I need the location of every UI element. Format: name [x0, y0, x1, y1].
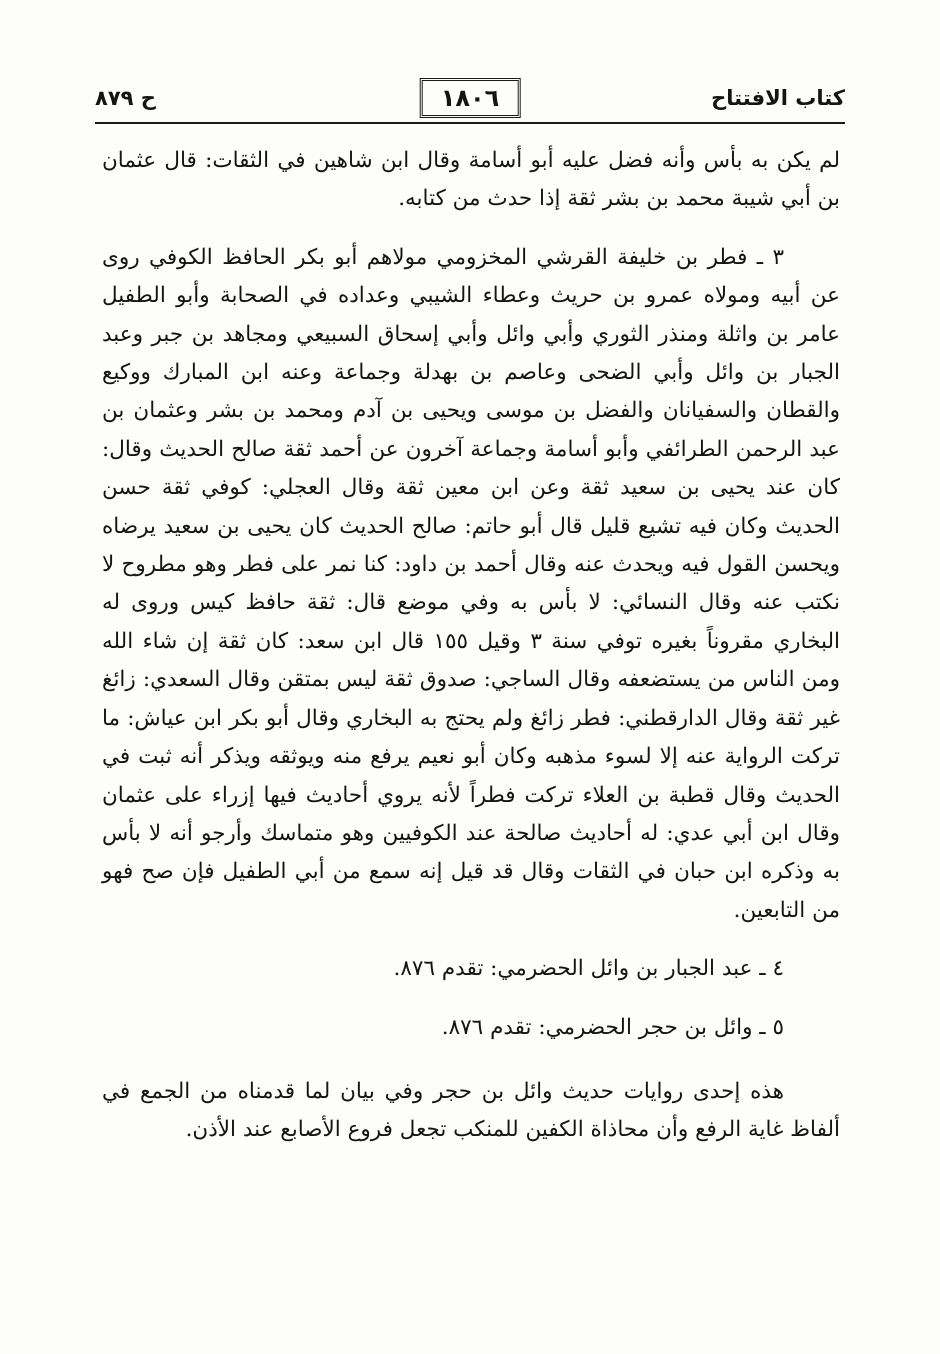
page-reference: ح ٨٧٩ — [95, 86, 156, 110]
book-title: كتاب الافتتاح — [711, 86, 845, 110]
narrator-entry-4: ٤ ـ عبد الجبار بن وائل الحضرمي: تقدم ٨٧٦. — [393, 956, 784, 982]
paragraph-continuation: لم يكن به بأس وأنه فضل عليه أبو أسامة وقال ابن شاهين في الثقات: قال عثمان بن أبي شيبة محمد بن بشر ثقة إذا حدث من كتابه. — [102, 148, 840, 212]
page-header — [95, 78, 845, 122]
hadith-number-box: ١٨٠٦ — [420, 78, 521, 118]
narrator-entry-5: ٥ ـ وائل بن حجر الحضرمي: تقدم ٨٧٦. — [441, 1014, 784, 1040]
header-divider — [95, 122, 845, 124]
page-body — [102, 142, 840, 1150]
narrator-entry-3: ٣ ـ فطر بن خليفة القرشي المخزومي مولاهم أبو بكر الحافظ الكوفي روى عن أبيه ومولاه عمرو بن حريث وعطاء الشيبي وعداده في الصحابة وأبو الطفيل عامر بن واثلة ومنذر الثوري وأبي وائل وأبي إسحاق السبيعي ومجاهد بن جبر وعبد الجبار بن وائل وأبي الضحى وعاصم بن بهدلة وجماعة وعنه ابن المبارك ووكيع والقطان والسفيانان والفضل بن موسى ويحيى بن آدم ومحمد بن بشر وعثمان بن عبد الرحمن الطرائفي وأبو أسامة وجماعة آخرون عن أحمد ثقة صالح الحديث وقال: كان عند يحيى بن سعيد ثقة وعن ابن معين ثقة وقال العجلي: كوفي ثقة حسن الحديث وكان فيه تشيع قليل قال أبو حاتم: صالح الحديث كان يحيى بن سعيد يرضاه ويحسن القول فيه ويحدث عنه وقال أحمد بن داود: كنا نمر على فطر وهو مطروح لا نكتب عنه وقال النسائي: لا بأس به وفي موضع قال: ثقة حافظ كيس وروى له البخاري مقروناً بغيره توفي سنة ٣ وقيل ١٥٥ قال ابن سعد: كان ثقة إن شاء الله ومن الناس من يستضعفه وقال الساجي: صدوق ثقة ليس بمتقن وقال السعدي: زائغ غير ثقة وقال الدارقطني: فطر زائغ ولم يحتج به البخاري وقال أبو بكر ابن عياش: ما تركت الرواية عنه إلا لسوء مذهبه وكان أبو نعيم يرفع منه ويوثقه ويذكر أنه ثبت في الحديث وقال قطبة بن العلاء تركت فطراً لأنه يروي أحاديث فيها إزراء على عثمان وقال ابن أبي عدي: له أحاديث صالحة عند الكوفيين وهو متماسك وأرجو أنه لا بأس به وذكره ابن حبان في الثقات وقال قد قيل إنه سمع من أبي الطفيل فإن صح فهو من التابعين. — [102, 244, 840, 923]
commentary-paragraph: هذه إحدى روايات حديث وائل بن حجر وفي بيان لما قدمناه من الجمع في ألفاظ غاية الرفع وأن محاذاة الكفين للمنكب تجعل فروع الأصابع عند الأذن. — [102, 1078, 840, 1143]
